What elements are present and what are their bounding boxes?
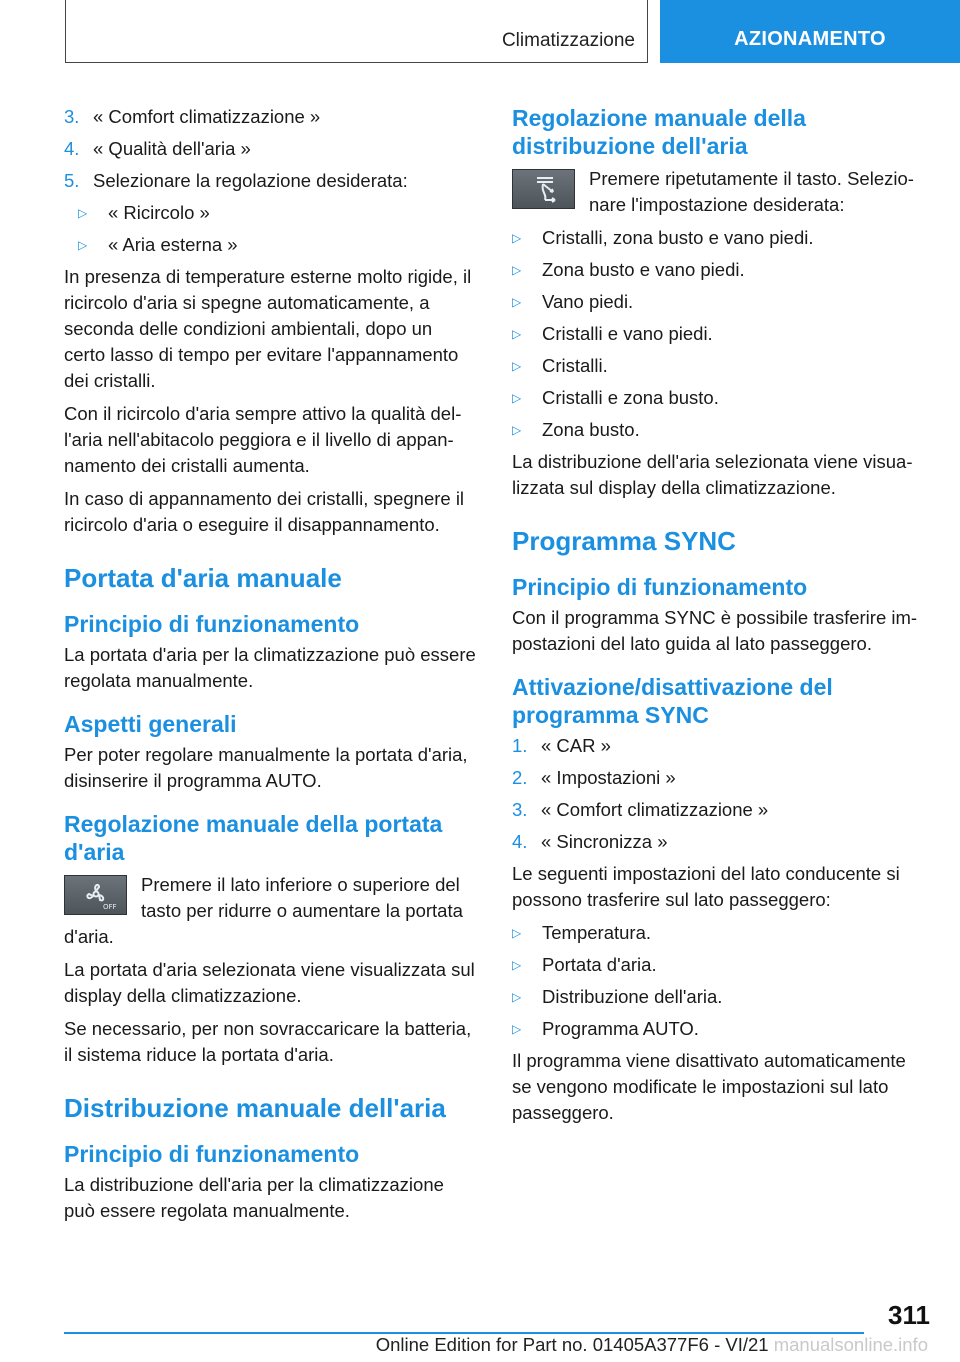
transfer-items — [512, 920, 928, 1042]
paragraph: Per poter regolare manualmente la portata d'aria, disinserire il programma AUTO. — [64, 744, 468, 791]
list-item: ▷ Temperatura. — [512, 920, 928, 946]
triangle-bullet-icon: ▷ — [512, 231, 522, 245]
paragraph: In presenza di temperature esterne molto rigide, il ricircolo d'aria si spegne automaticamente, a seconda delle condizioni ambientali, dopo un certo lasso di tempo per evitare l'appannamento dei cristalli. — [64, 266, 472, 391]
triangle-bullet-icon: ▷ — [512, 295, 522, 309]
heading-regolazione-portata: Regolazione manuale della portata d'aria — [64, 811, 443, 865]
list-item: ▷ Zona busto e vano piedi. — [512, 257, 928, 283]
heading-sync: Programma SYNC — [512, 526, 736, 556]
heading-distribuzione: Distribuzione manuale dell'aria — [64, 1093, 446, 1123]
paragraph: Le seguenti impostazioni del lato conducente si possono trasferire sul lato passeggero: — [512, 863, 900, 910]
triangle-bullet-icon: ▷ — [512, 359, 522, 373]
triangle-bullet-icon: ▷ — [512, 958, 522, 972]
distribution-button-row — [512, 166, 928, 218]
list-item: ▷ Cristalli, zona busto e vano piedi. — [512, 225, 928, 251]
list-item: ▷ « Ricircolo » — [64, 200, 476, 226]
triangle-bullet-icon: ▷ — [512, 423, 522, 437]
section-title: Climatizzazione — [501, 30, 635, 51]
sync-steps — [512, 733, 928, 855]
heading-aspetti: Aspetti generali — [64, 711, 237, 737]
paragraph: Con il programma SYNC è possibile trasferire impostazioni del lato guida al lato passeggero. — [512, 607, 918, 654]
left-column — [64, 104, 476, 1231]
list-item: ▷ Cristalli. — [512, 353, 928, 379]
paragraph: Con il ricircolo d'aria sempre attivo la qualità dell'aria nell'abitacolo peggiora e il livello di appannamento dei cristalli aumenta. — [64, 403, 462, 476]
paragraph: La portata d'aria per la climatizzazione può essere regolata manualmente. — [64, 644, 476, 691]
paragraph: Premere ripetutamente il tasto. Selezionare l'impostazione desiderata: — [589, 168, 914, 215]
air-distribution-button-icon — [512, 169, 575, 209]
steps-list — [64, 104, 476, 194]
triangle-bullet-icon: ▷ — [78, 206, 88, 220]
heading-principio: Principio di funzionamento — [512, 574, 808, 600]
paragraph: La distribuzione dell'aria selezionata viene visualizzata sul display della climatizzazione. — [512, 451, 913, 498]
fan-button-row — [64, 872, 476, 950]
triangle-bullet-icon: ▷ — [512, 1022, 522, 1036]
triangle-bullet-icon: ▷ — [78, 238, 88, 252]
list-item: 4. « Sincronizza » — [512, 831, 668, 852]
list-item: 2. « Impostazioni » — [512, 767, 676, 788]
list-item: ▷ Programma AUTO. — [512, 1016, 928, 1042]
fan-button-icon — [64, 875, 127, 915]
triangle-bullet-icon: ▷ — [512, 990, 522, 1004]
heading-principio: Principio di funzionamento — [64, 1141, 360, 1167]
paragraph: In caso di appannamento dei cristalli, spegnere il ricircolo d'aria o eseguire il disappannamento. — [64, 488, 465, 535]
list-item: 4. « Qualità dell'aria » — [64, 138, 251, 159]
list-item: 1. « CAR » — [512, 735, 611, 756]
heading-regolazione-distribuzione: Regolazione manuale della distribuzione dell'aria — [512, 105, 806, 159]
list-item: ▷ Cristalli e vano piedi. — [512, 321, 928, 347]
heading-portata: Portata d'aria manuale — [64, 563, 342, 593]
paragraph: Premere il lato inferiore o superiore del tasto per ridurre o aumentare la portata d'aria. — [64, 874, 463, 947]
list-item: 3. « Comfort climatizzazione » — [64, 106, 321, 127]
list-item: ▷ Vano piedi. — [512, 289, 928, 315]
list-item: 5. Selezionare la regolazione desiderata: — [64, 170, 408, 191]
watermark: manualsonline.info — [773, 1334, 928, 1355]
triangle-bullet-icon: ▷ — [512, 263, 522, 277]
list-item: ▷ Cristalli e zona busto. — [512, 385, 928, 411]
heading-principio: Principio di funzionamento — [64, 611, 360, 637]
list-item: ▷ Distribuzione dell'aria. — [512, 984, 928, 1010]
svg-text:OFF: OFF — [103, 903, 117, 911]
heading-attivazione-sync: Attivazione/disattivazione del programma SYNC — [512, 674, 833, 728]
chapter-tab[interactable]: AZIONAMENTO — [660, 0, 960, 63]
list-item: ▷ Portata d'aria. — [512, 952, 928, 978]
list-item: ▷ « Aria esterna » — [64, 232, 476, 258]
right-column — [512, 104, 928, 1133]
paragraph: Il programma viene disattivato automaticamente se vengono modificate le impostazioni sul lato passeggero. — [512, 1050, 906, 1123]
distribution-options — [512, 225, 928, 443]
edition-text: Online Edition for Part no. 01405A377F6 - VI/21 manualsonline.info — [375, 1334, 928, 1355]
list-item: 3. « Comfort climatizzazione » — [512, 799, 769, 820]
triangle-bullet-icon: ▷ — [512, 926, 522, 940]
triangle-bullet-icon: ▷ — [512, 327, 522, 341]
paragraph: Se necessario, per non sovraccaricare la batteria, il sistema riduce la portata d'aria. — [64, 1018, 472, 1065]
paragraph: La portata d'aria selezionata viene visualizzata sul display della climatizzazione. — [64, 959, 475, 1006]
triangle-bullet-icon: ▷ — [512, 391, 522, 405]
paragraph: La distribuzione dell'aria per la climatizzazione può essere regolata manualmente. — [64, 1174, 444, 1221]
list-item: ▷ Zona busto. — [512, 417, 928, 443]
page-number: 311 — [888, 1300, 930, 1330]
sub-bullets — [64, 200, 476, 258]
header-section-box — [65, 0, 648, 63]
